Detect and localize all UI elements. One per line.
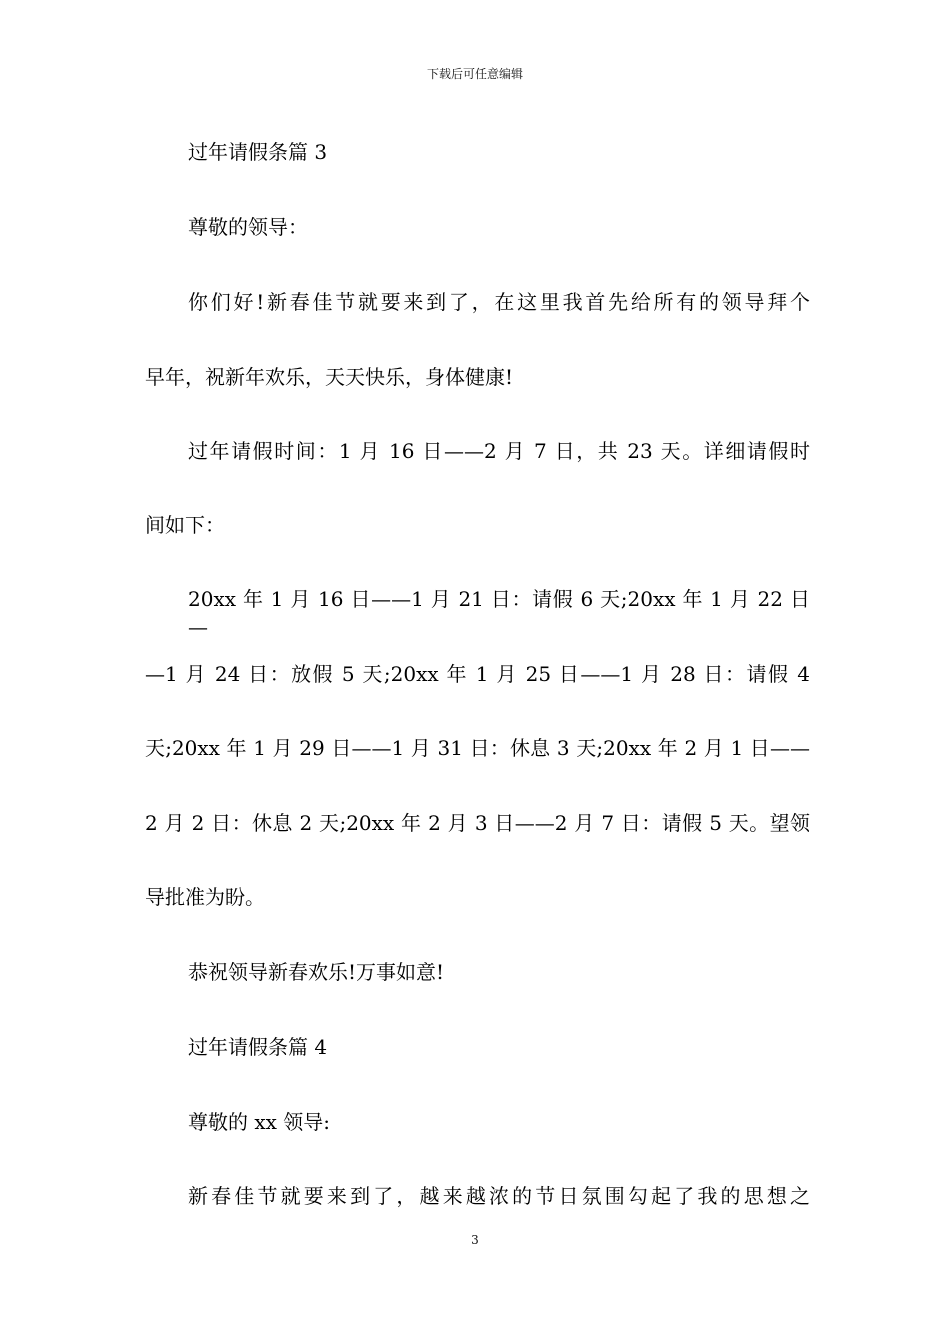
paragraph-line: 新春佳节就要来到了，越来越浓的节日氛围勾起了我的思想之 — [188, 1184, 810, 1208]
paragraph-line: 早年，祝新年欢乐，天天快乐，身体健康! — [145, 365, 514, 389]
closing-wishes: 恭祝领导新春欢乐!万事如意! — [188, 960, 445, 984]
salutation: 尊敬的 xx 领导: — [188, 1110, 331, 1134]
page-number: 3 — [471, 1233, 479, 1247]
paragraph-line: 过年请假时间：1 月 16 日——2 月 7 日，共 23 天。详细请假时 — [188, 439, 810, 463]
paragraph-line: —1 月 24 日：放假 5 天;20xx 年 1 月 25 日——1 月 28 日：请假 4 — [145, 662, 810, 686]
page-header: 下载后可任意编辑 — [426, 67, 523, 81]
paragraph-line: 导批准为盼。 — [145, 885, 265, 909]
section-title-4: 过年请假条篇 4 — [188, 1035, 328, 1059]
section-title-3: 过年请假条篇 3 — [188, 140, 328, 164]
paragraph-line: 天;20xx 年 1 月 29 日——1 月 31 日：休息 3 天;20xx 年 2 月 1 日—— — [145, 736, 810, 760]
salutation: 尊敬的领导： — [188, 215, 308, 239]
paragraph-line: 间如下： — [145, 513, 225, 537]
paragraph-line: 你们好!新春佳节就要来到了，在这里我首先给所有的领导拜个 — [188, 290, 810, 314]
paragraph-line: 2 月 2 日：休息 2 天;20xx 年 2 月 3 日——2 月 7 日：请假 5 天。望领 — [145, 811, 810, 835]
paragraph-line: 20xx 年 1 月 16 日——1 月 21 日：请假 6 天;20xx 年 1 月 22 日— — [188, 587, 810, 639]
